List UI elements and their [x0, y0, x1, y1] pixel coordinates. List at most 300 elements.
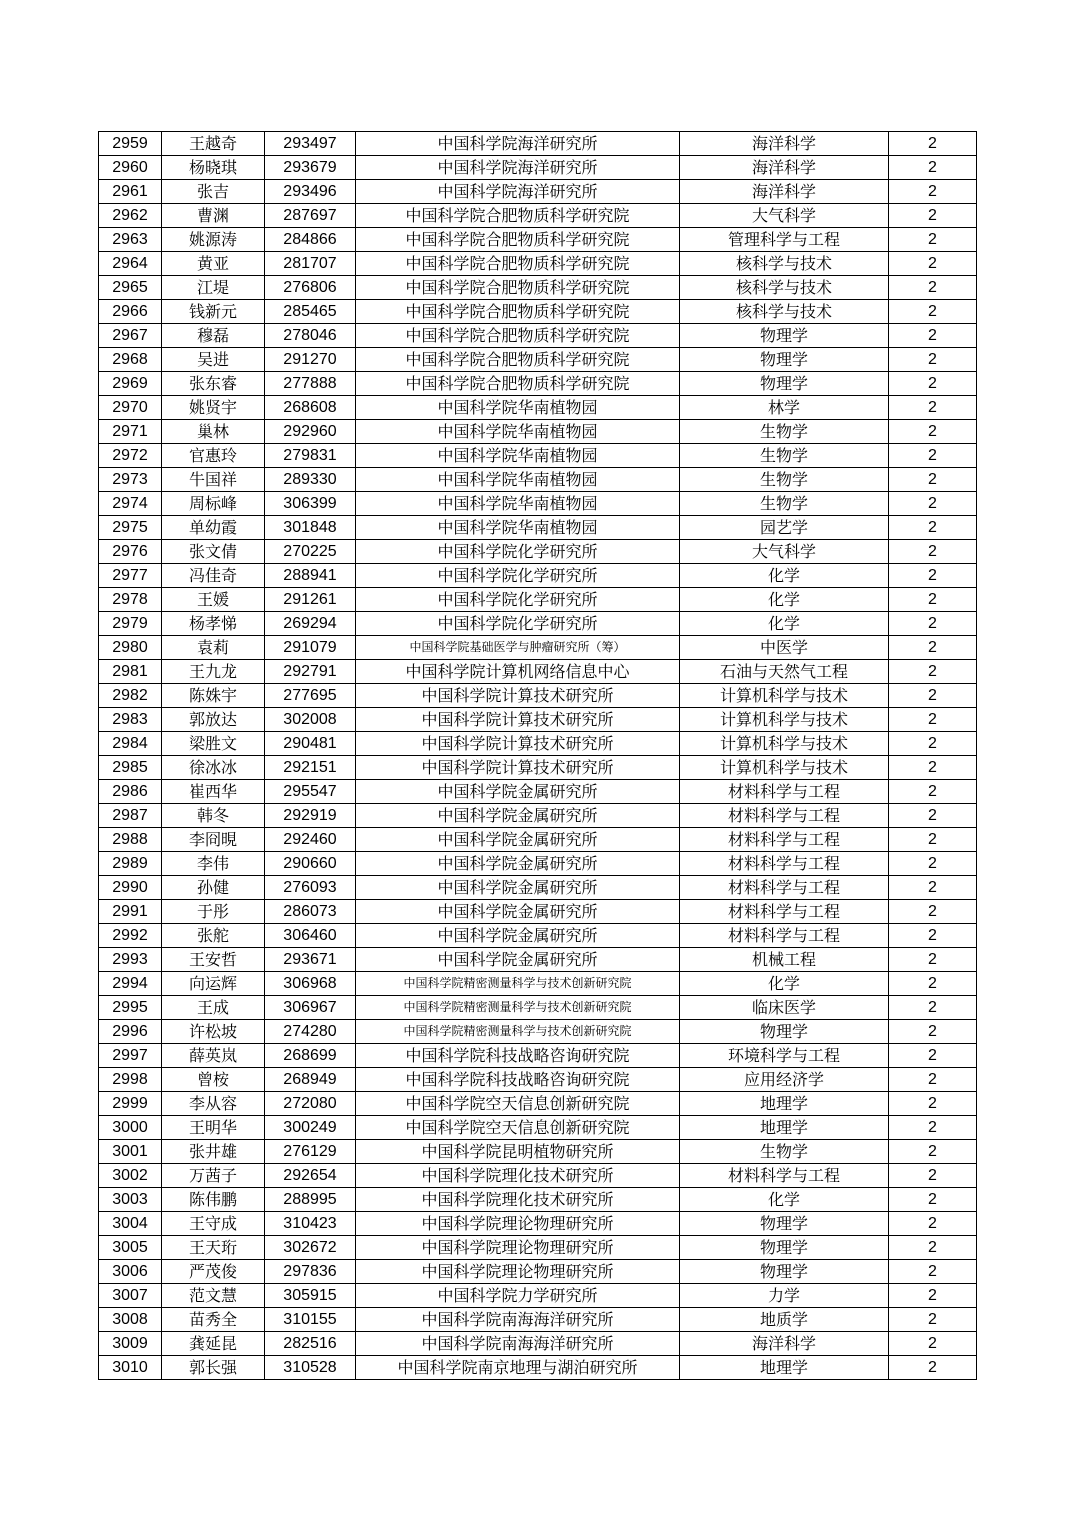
- name-cell: 王越奇: [162, 132, 265, 156]
- table-row: [99, 972, 977, 996]
- institute-cell: 中国科学院南京地理与湖泊研究所: [356, 1356, 680, 1380]
- count-cell: 2: [889, 252, 977, 276]
- id-cell: 292919: [265, 804, 356, 828]
- table-row: [99, 756, 977, 780]
- institute-cell: 中国科学院华南植物园: [356, 516, 680, 540]
- name-cell: 梁胜文: [162, 732, 265, 756]
- count-cell: 2: [889, 516, 977, 540]
- name-cell: 官惠玲: [162, 444, 265, 468]
- name-cell: 曾桉: [162, 1068, 265, 1092]
- discipline-cell: 大气科学: [680, 204, 889, 228]
- count-cell: 2: [889, 1068, 977, 1092]
- name-cell: 徐冰冰: [162, 756, 265, 780]
- seq-cell: 2987: [99, 804, 162, 828]
- table-row: [99, 1284, 977, 1308]
- table-row: [99, 348, 977, 372]
- count-cell: 2: [889, 492, 977, 516]
- id-cell: 297836: [265, 1260, 356, 1284]
- name-cell: 王九龙: [162, 660, 265, 684]
- seq-cell: 2997: [99, 1044, 162, 1068]
- name-cell: 许松坡: [162, 1020, 265, 1044]
- count-cell: 2: [889, 396, 977, 420]
- results-table-body: [99, 132, 977, 1380]
- institute-cell: 中国科学院化学研究所: [356, 540, 680, 564]
- institute-cell: 中国科学院计算技术研究所: [356, 756, 680, 780]
- institute-cell: 中国科学院空天信息创新研究院: [356, 1092, 680, 1116]
- count-cell: 2: [889, 876, 977, 900]
- id-cell: 310155: [265, 1308, 356, 1332]
- seq-cell: 2973: [99, 468, 162, 492]
- id-cell: 293671: [265, 948, 356, 972]
- institute-cell: 中国科学院合肥物质科学研究院: [356, 252, 680, 276]
- seq-cell: 3010: [99, 1356, 162, 1380]
- name-cell: 薛英岚: [162, 1044, 265, 1068]
- count-cell: 2: [889, 1188, 977, 1212]
- name-cell: 崔西华: [162, 780, 265, 804]
- discipline-cell: 物理学: [680, 1260, 889, 1284]
- table-row: [99, 156, 977, 180]
- discipline-cell: 林学: [680, 396, 889, 420]
- results-table: [98, 131, 977, 1380]
- id-cell: 293679: [265, 156, 356, 180]
- discipline-cell: 计算机科学与技术: [680, 684, 889, 708]
- count-cell: 2: [889, 1236, 977, 1260]
- id-cell: 272080: [265, 1092, 356, 1116]
- name-cell: 李从容: [162, 1092, 265, 1116]
- id-cell: 289330: [265, 468, 356, 492]
- name-cell: 于彤: [162, 900, 265, 924]
- table-row: [99, 732, 977, 756]
- seq-cell: 2984: [99, 732, 162, 756]
- institute-cell: 中国科学院精密测量科学与技术创新研究院: [356, 1020, 680, 1044]
- institute-cell: 中国科学院理论物理研究所: [356, 1260, 680, 1284]
- table-row: [99, 1236, 977, 1260]
- discipline-cell: 生物学: [680, 492, 889, 516]
- id-cell: 268608: [265, 396, 356, 420]
- id-cell: 292460: [265, 828, 356, 852]
- table-row: [99, 468, 977, 492]
- institute-cell: 中国科学院海洋研究所: [356, 180, 680, 204]
- name-cell: 龚延昆: [162, 1332, 265, 1356]
- institute-cell: 中国科学院华南植物园: [356, 444, 680, 468]
- institute-cell: 中国科学院力学研究所: [356, 1284, 680, 1308]
- name-cell: 严茂俊: [162, 1260, 265, 1284]
- name-cell: 李伟: [162, 852, 265, 876]
- table-row: [99, 540, 977, 564]
- seq-cell: 3003: [99, 1188, 162, 1212]
- seq-cell: 2991: [99, 900, 162, 924]
- name-cell: 杨晓琪: [162, 156, 265, 180]
- seq-cell: 2998: [99, 1068, 162, 1092]
- institute-cell: 中国科学院科技战略咨询研究院: [356, 1044, 680, 1068]
- count-cell: 2: [889, 780, 977, 804]
- discipline-cell: 海洋科学: [680, 156, 889, 180]
- name-cell: 张文倩: [162, 540, 265, 564]
- institute-cell: 中国科学院基础医学与肿瘤研究所（筹）: [356, 636, 680, 660]
- name-cell: 郭长强: [162, 1356, 265, 1380]
- seq-cell: 3005: [99, 1236, 162, 1260]
- id-cell: 300249: [265, 1116, 356, 1140]
- count-cell: 2: [889, 660, 977, 684]
- name-cell: 张舵: [162, 924, 265, 948]
- institute-cell: 中国科学院理化技术研究所: [356, 1164, 680, 1188]
- institute-cell: 中国科学院金属研究所: [356, 876, 680, 900]
- discipline-cell: 材料科学与工程: [680, 804, 889, 828]
- count-cell: 2: [889, 420, 977, 444]
- table-row: [99, 276, 977, 300]
- name-cell: 万茜子: [162, 1164, 265, 1188]
- id-cell: 306967: [265, 996, 356, 1020]
- institute-cell: 中国科学院金属研究所: [356, 852, 680, 876]
- discipline-cell: 大气科学: [680, 540, 889, 564]
- id-cell: 279831: [265, 444, 356, 468]
- institute-cell: 中国科学院化学研究所: [356, 588, 680, 612]
- table-row: [99, 132, 977, 156]
- id-cell: 302672: [265, 1236, 356, 1260]
- table-row: [99, 924, 977, 948]
- table-row: [99, 1068, 977, 1092]
- institute-cell: 中国科学院南海海洋研究所: [356, 1332, 680, 1356]
- name-cell: 郭放达: [162, 708, 265, 732]
- count-cell: 2: [889, 996, 977, 1020]
- name-cell: 陈姝宇: [162, 684, 265, 708]
- seq-cell: 3004: [99, 1212, 162, 1236]
- name-cell: 王守成: [162, 1212, 265, 1236]
- institute-cell: 中国科学院空天信息创新研究院: [356, 1116, 680, 1140]
- id-cell: 310528: [265, 1356, 356, 1380]
- count-cell: 2: [889, 540, 977, 564]
- table-row: [99, 828, 977, 852]
- discipline-cell: 化学: [680, 564, 889, 588]
- table-row: [99, 1020, 977, 1044]
- institute-cell: 中国科学院金属研究所: [356, 804, 680, 828]
- name-cell: 穆磊: [162, 324, 265, 348]
- discipline-cell: 临床医学: [680, 996, 889, 1020]
- table-row: [99, 876, 977, 900]
- name-cell: 单幼霞: [162, 516, 265, 540]
- discipline-cell: 石油与天然气工程: [680, 660, 889, 684]
- id-cell: 276093: [265, 876, 356, 900]
- discipline-cell: 力学: [680, 1284, 889, 1308]
- discipline-cell: 机械工程: [680, 948, 889, 972]
- count-cell: 2: [889, 564, 977, 588]
- discipline-cell: 中医学: [680, 636, 889, 660]
- institute-cell: 中国科学院理化技术研究所: [356, 1188, 680, 1212]
- discipline-cell: 核科学与技术: [680, 252, 889, 276]
- discipline-cell: 核科学与技术: [680, 276, 889, 300]
- discipline-cell: 生物学: [680, 444, 889, 468]
- seq-cell: 3008: [99, 1308, 162, 1332]
- id-cell: 277695: [265, 684, 356, 708]
- id-cell: 291261: [265, 588, 356, 612]
- id-cell: 288941: [265, 564, 356, 588]
- id-cell: 270225: [265, 540, 356, 564]
- id-cell: 292960: [265, 420, 356, 444]
- seq-cell: 2974: [99, 492, 162, 516]
- count-cell: 2: [889, 300, 977, 324]
- name-cell: 杨孝悌: [162, 612, 265, 636]
- table-row: [99, 564, 977, 588]
- id-cell: 301848: [265, 516, 356, 540]
- table-row: [99, 1164, 977, 1188]
- table-row: [99, 852, 977, 876]
- table-row: [99, 804, 977, 828]
- table-row: [99, 372, 977, 396]
- discipline-cell: 物理学: [680, 1020, 889, 1044]
- id-cell: 276806: [265, 276, 356, 300]
- table-row: [99, 324, 977, 348]
- table-row: [99, 1140, 977, 1164]
- institute-cell: 中国科学院计算技术研究所: [356, 732, 680, 756]
- name-cell: 姚源涛: [162, 228, 265, 252]
- seq-cell: 2961: [99, 180, 162, 204]
- name-cell: 王天珩: [162, 1236, 265, 1260]
- seq-cell: 3000: [99, 1116, 162, 1140]
- discipline-cell: 材料科学与工程: [680, 828, 889, 852]
- table-row: [99, 1260, 977, 1284]
- id-cell: 291079: [265, 636, 356, 660]
- discipline-cell: 地质学: [680, 1308, 889, 1332]
- count-cell: 2: [889, 1332, 977, 1356]
- discipline-cell: 核科学与技术: [680, 300, 889, 324]
- id-cell: 286073: [265, 900, 356, 924]
- id-cell: 284866: [265, 228, 356, 252]
- table-row: [99, 1092, 977, 1116]
- table-row: [99, 684, 977, 708]
- name-cell: 吴进: [162, 348, 265, 372]
- seq-cell: 2995: [99, 996, 162, 1020]
- name-cell: 张吉: [162, 180, 265, 204]
- table-row: [99, 660, 977, 684]
- count-cell: 2: [889, 732, 977, 756]
- institute-cell: 中国科学院理论物理研究所: [356, 1212, 680, 1236]
- table-row: [99, 1332, 977, 1356]
- count-cell: 2: [889, 612, 977, 636]
- table-row: [99, 1356, 977, 1380]
- institute-cell: 中国科学院精密测量科学与技术创新研究院: [356, 972, 680, 996]
- table-row: [99, 396, 977, 420]
- discipline-cell: 地理学: [680, 1116, 889, 1140]
- institute-cell: 中国科学院海洋研究所: [356, 132, 680, 156]
- seq-cell: 2989: [99, 852, 162, 876]
- count-cell: 2: [889, 1116, 977, 1140]
- seq-cell: 2990: [99, 876, 162, 900]
- table-row: [99, 300, 977, 324]
- id-cell: 269294: [265, 612, 356, 636]
- name-cell: 韩冬: [162, 804, 265, 828]
- discipline-cell: 材料科学与工程: [680, 1164, 889, 1188]
- institute-cell: 中国科学院科技战略咨询研究院: [356, 1068, 680, 1092]
- count-cell: 2: [889, 1092, 977, 1116]
- count-cell: 2: [889, 852, 977, 876]
- seq-cell: 2964: [99, 252, 162, 276]
- seq-cell: 2969: [99, 372, 162, 396]
- id-cell: 268699: [265, 1044, 356, 1068]
- seq-cell: 3002: [99, 1164, 162, 1188]
- seq-cell: 2996: [99, 1020, 162, 1044]
- name-cell: 姚贤宇: [162, 396, 265, 420]
- discipline-cell: 化学: [680, 1188, 889, 1212]
- seq-cell: 2977: [99, 564, 162, 588]
- seq-cell: 3006: [99, 1260, 162, 1284]
- seq-cell: 3009: [99, 1332, 162, 1356]
- count-cell: 2: [889, 204, 977, 228]
- id-cell: 274280: [265, 1020, 356, 1044]
- seq-cell: 2972: [99, 444, 162, 468]
- seq-cell: 2978: [99, 588, 162, 612]
- name-cell: 张井雄: [162, 1140, 265, 1164]
- discipline-cell: 海洋科学: [680, 180, 889, 204]
- name-cell: 江堤: [162, 276, 265, 300]
- name-cell: 黄亚: [162, 252, 265, 276]
- name-cell: 巢林: [162, 420, 265, 444]
- table-row: [99, 444, 977, 468]
- name-cell: 钱新元: [162, 300, 265, 324]
- institute-cell: 中国科学院合肥物质科学研究院: [356, 324, 680, 348]
- name-cell: 冯佳奇: [162, 564, 265, 588]
- count-cell: 2: [889, 1164, 977, 1188]
- seq-cell: 2981: [99, 660, 162, 684]
- seq-cell: 2983: [99, 708, 162, 732]
- id-cell: 268949: [265, 1068, 356, 1092]
- name-cell: 曹渊: [162, 204, 265, 228]
- name-cell: 周标峰: [162, 492, 265, 516]
- seq-cell: 2986: [99, 780, 162, 804]
- table-row: [99, 708, 977, 732]
- discipline-cell: 物理学: [680, 1212, 889, 1236]
- name-cell: 范文慧: [162, 1284, 265, 1308]
- id-cell: 293496: [265, 180, 356, 204]
- count-cell: 2: [889, 1308, 977, 1332]
- results-sheet: [98, 131, 976, 1380]
- discipline-cell: 地理学: [680, 1356, 889, 1380]
- table-row: [99, 1212, 977, 1236]
- name-cell: 陈伟鹏: [162, 1188, 265, 1212]
- table-row: [99, 180, 977, 204]
- count-cell: 2: [889, 924, 977, 948]
- count-cell: 2: [889, 348, 977, 372]
- count-cell: 2: [889, 708, 977, 732]
- name-cell: 王明华: [162, 1116, 265, 1140]
- id-cell: 292654: [265, 1164, 356, 1188]
- table-row: [99, 1044, 977, 1068]
- id-cell: 305915: [265, 1284, 356, 1308]
- id-cell: 282516: [265, 1332, 356, 1356]
- institute-cell: 中国科学院华南植物园: [356, 396, 680, 420]
- seq-cell: 2962: [99, 204, 162, 228]
- seq-cell: 2980: [99, 636, 162, 660]
- seq-cell: 2994: [99, 972, 162, 996]
- seq-cell: 2971: [99, 420, 162, 444]
- institute-cell: 中国科学院理论物理研究所: [356, 1236, 680, 1260]
- id-cell: 292791: [265, 660, 356, 684]
- name-cell: 苗秀全: [162, 1308, 265, 1332]
- name-cell: 王成: [162, 996, 265, 1020]
- discipline-cell: 材料科学与工程: [680, 780, 889, 804]
- id-cell: 290660: [265, 852, 356, 876]
- table-row: [99, 996, 977, 1020]
- name-cell: 张东睿: [162, 372, 265, 396]
- count-cell: 2: [889, 132, 977, 156]
- discipline-cell: 海洋科学: [680, 132, 889, 156]
- count-cell: 2: [889, 1020, 977, 1044]
- discipline-cell: 物理学: [680, 324, 889, 348]
- name-cell: 袁莉: [162, 636, 265, 660]
- table-row: [99, 252, 977, 276]
- discipline-cell: 计算机科学与技术: [680, 732, 889, 756]
- name-cell: 孙健: [162, 876, 265, 900]
- discipline-cell: 化学: [680, 588, 889, 612]
- institute-cell: 中国科学院金属研究所: [356, 780, 680, 804]
- table-row: [99, 516, 977, 540]
- count-cell: 2: [889, 1140, 977, 1164]
- seq-cell: 2959: [99, 132, 162, 156]
- seq-cell: 2993: [99, 948, 162, 972]
- institute-cell: 中国科学院化学研究所: [356, 612, 680, 636]
- count-cell: 2: [889, 636, 977, 660]
- id-cell: 295547: [265, 780, 356, 804]
- count-cell: 2: [889, 228, 977, 252]
- institute-cell: 中国科学院合肥物质科学研究院: [356, 348, 680, 372]
- table-row: [99, 780, 977, 804]
- discipline-cell: 管理科学与工程: [680, 228, 889, 252]
- institute-cell: 中国科学院南海海洋研究所: [356, 1308, 680, 1332]
- discipline-cell: 地理学: [680, 1092, 889, 1116]
- id-cell: 287697: [265, 204, 356, 228]
- id-cell: 306968: [265, 972, 356, 996]
- id-cell: 281707: [265, 252, 356, 276]
- seq-cell: 3001: [99, 1140, 162, 1164]
- institute-cell: 中国科学院海洋研究所: [356, 156, 680, 180]
- table-row: [99, 204, 977, 228]
- count-cell: 2: [889, 276, 977, 300]
- seq-cell: 2988: [99, 828, 162, 852]
- institute-cell: 中国科学院华南植物园: [356, 492, 680, 516]
- institute-cell: 中国科学院合肥物质科学研究院: [356, 228, 680, 252]
- table-row: [99, 492, 977, 516]
- name-cell: 王安哲: [162, 948, 265, 972]
- discipline-cell: 海洋科学: [680, 1332, 889, 1356]
- seq-cell: 2982: [99, 684, 162, 708]
- discipline-cell: 计算机科学与技术: [680, 756, 889, 780]
- discipline-cell: 材料科学与工程: [680, 876, 889, 900]
- discipline-cell: 生物学: [680, 420, 889, 444]
- table-row: [99, 948, 977, 972]
- discipline-cell: 材料科学与工程: [680, 852, 889, 876]
- table-row: [99, 420, 977, 444]
- id-cell: 306399: [265, 492, 356, 516]
- count-cell: 2: [889, 372, 977, 396]
- count-cell: 2: [889, 804, 977, 828]
- count-cell: 2: [889, 972, 977, 996]
- discipline-cell: 物理学: [680, 1236, 889, 1260]
- institute-cell: 中国科学院合肥物质科学研究院: [356, 300, 680, 324]
- count-cell: 2: [889, 588, 977, 612]
- count-cell: 2: [889, 156, 977, 180]
- id-cell: 278046: [265, 324, 356, 348]
- count-cell: 2: [889, 324, 977, 348]
- name-cell: 王媛: [162, 588, 265, 612]
- id-cell: 306460: [265, 924, 356, 948]
- discipline-cell: 园艺学: [680, 516, 889, 540]
- institute-cell: 中国科学院金属研究所: [356, 828, 680, 852]
- seq-cell: 2960: [99, 156, 162, 180]
- institute-cell: 中国科学院计算技术研究所: [356, 708, 680, 732]
- discipline-cell: 生物学: [680, 1140, 889, 1164]
- institute-cell: 中国科学院昆明植物研究所: [356, 1140, 680, 1164]
- count-cell: 2: [889, 1260, 977, 1284]
- institute-cell: 中国科学院计算技术研究所: [356, 684, 680, 708]
